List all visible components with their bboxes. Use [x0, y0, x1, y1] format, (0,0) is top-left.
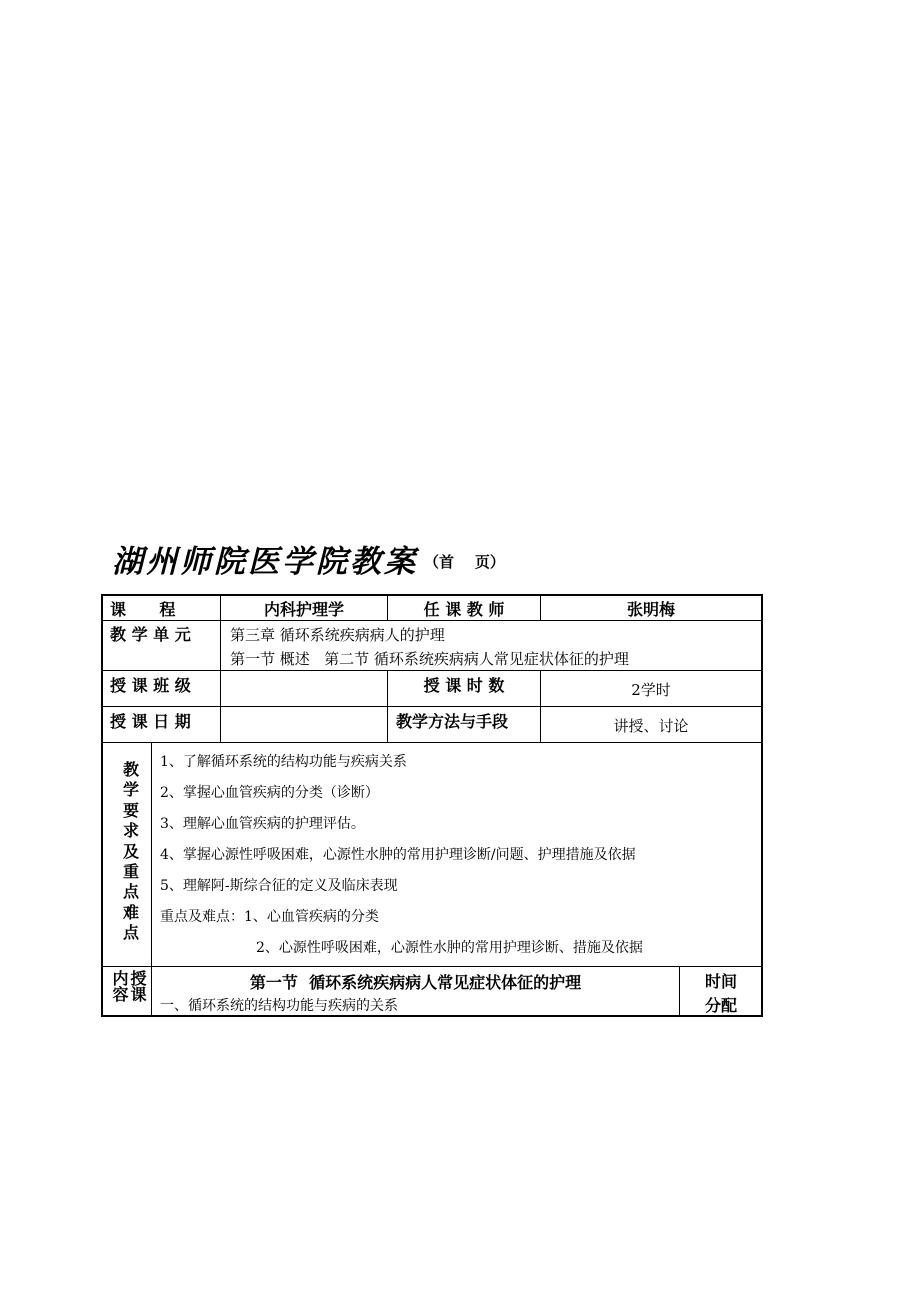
requirement-item: 5、理解阿-斯综合征的定义及临床表现 [160, 878, 398, 894]
document-title [112, 536, 505, 580]
content-heading: 第一节 循环系统疾病病人常见症状体征的护理 [249, 972, 582, 992]
time-allocation-label: 分配 [704, 995, 737, 1015]
date-label: 授 课 日 期 [110, 711, 191, 731]
row-divider [102, 966, 762, 967]
time-allocation-label: 时间 [704, 971, 737, 991]
method-label: 教学方法与手段 [396, 711, 509, 731]
teacher-value: 张明梅 [626, 599, 675, 619]
class-label: 授 课 班 级 [110, 675, 191, 695]
title-main: 湖州师院医学院教案 [112, 543, 418, 580]
title-page-note: （首 页） [424, 552, 505, 571]
hours-label: 授 课 时 数 [423, 675, 505, 695]
date-value [221, 706, 387, 742]
requirements-label: 教学要求及重点难点 [122, 760, 139, 943]
requirement-item: 2、掌握心血管疾病的分类（诊断） [160, 785, 379, 801]
key-points-line: 2、心源性呼吸困难，心源性水肿的常用护理诊断、措施及依据 [256, 940, 643, 956]
requirement-item: 1、了解循环系统的结构功能与疾病关系 [160, 754, 407, 770]
course-value: 内科护理学 [263, 599, 344, 619]
unit-label: 教 学 单 元 [110, 624, 191, 644]
content-line: 一、循环系统的结构功能与疾病的关系 [160, 998, 398, 1014]
unit-line-1: 第三章 循环系统疾病病人的护理 [230, 625, 445, 644]
key-points-line: 重点及难点：1、心血管疾病的分类 [160, 909, 379, 925]
hours-value: 2学时 [631, 680, 671, 699]
unit-line-2: 第一节 概述 第二节 循环系统疾病病人常见症状体征的护理 [230, 649, 629, 668]
course-label: 课 程 [110, 599, 176, 619]
method-value: 讲授、讨论 [613, 716, 689, 735]
class-value [221, 670, 387, 706]
row-divider [102, 742, 762, 743]
content-label: 授课内容 [110, 970, 147, 1002]
teacher-label: 任 课 教 师 [423, 599, 505, 619]
requirement-item: 4、掌握心源性呼吸困难，心源性水肿的常用护理诊断/问题、护理措施及依据 [160, 847, 636, 863]
requirement-item: 3、理解心血管疾病的护理评估。 [160, 816, 365, 832]
